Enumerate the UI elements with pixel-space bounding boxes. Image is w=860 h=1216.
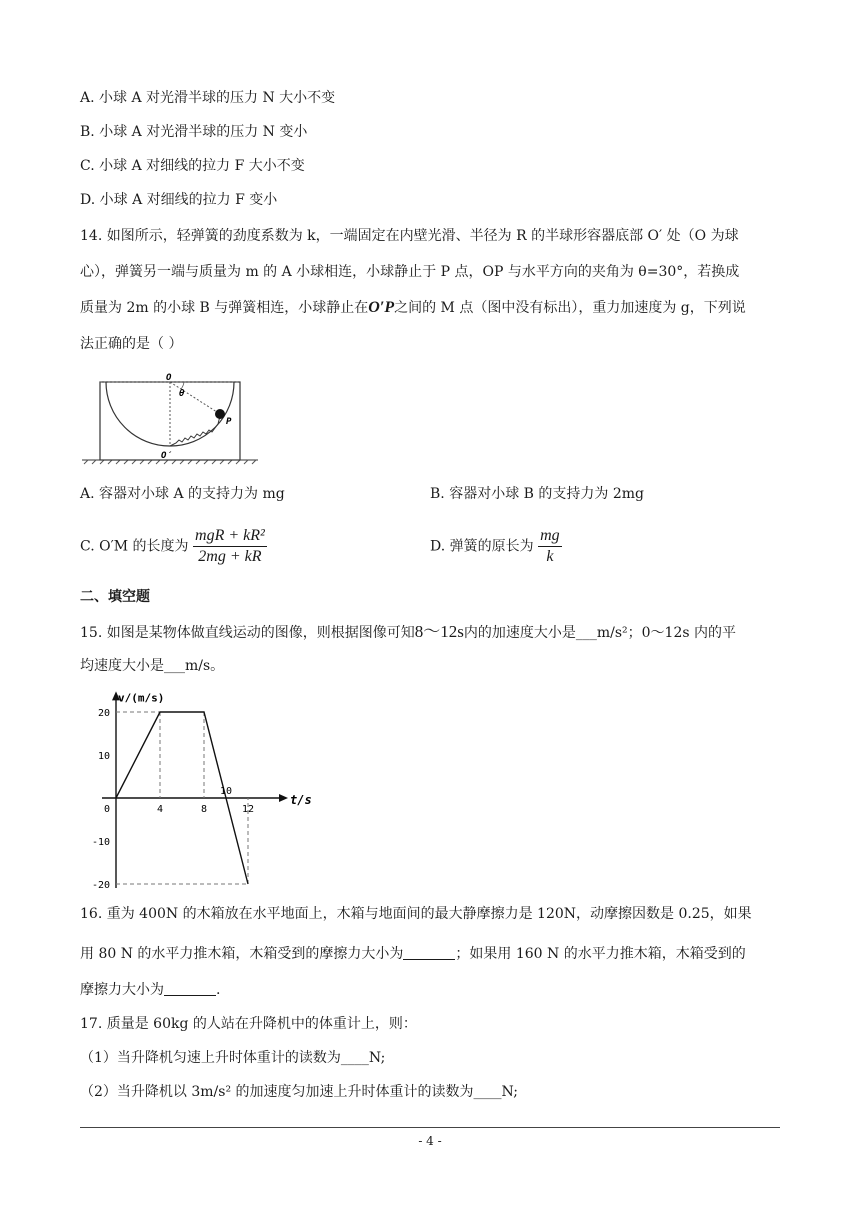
x-tick-label: 8: [200, 804, 208, 815]
y-tick-label: 10: [97, 751, 110, 762]
page-number: - 4 -: [418, 1134, 442, 1148]
q14-line2: 心），弹簧另一端与质量为 m 的 A 小球相连，小球静止于 P 点，OP 与水平方向的夹角为 θ=30°，若换成: [80, 264, 740, 280]
x-tick-label: 4: [156, 804, 164, 815]
v-axis-label: v/(m/s): [118, 691, 165, 705]
ball-p: [215, 409, 225, 419]
q15-line2: 均速度大小是___m/s。: [80, 658, 225, 674]
q14-option-d: [430, 526, 562, 567]
q16-line3-a: 摩擦力大小为: [80, 982, 164, 998]
q14-line1: 14. 如图所示，轻弹簧的劲度系数为 k，一端固定在内壁光滑、半径为 R 的半球形容器底部 O′ 处（O 为球: [80, 228, 739, 244]
fraction-d-numerator: mg: [538, 526, 562, 547]
answer-blank-1[interactable]: [403, 945, 455, 960]
q14-option-c-prefix: C. O′M 的长度为: [80, 538, 189, 555]
q14-option-c: [80, 526, 267, 567]
q16-line1: 16. 重为 400N 的木箱放在水平地面上，木箱与地面间的最大静摩擦力是 120N，动摩擦因数是 0.25，如果: [80, 906, 752, 922]
q13-option-d: D. 小球 A 对细线的拉力 F 变小: [80, 192, 278, 208]
label-p: P: [226, 417, 232, 427]
q13-option-a: A. 小球 A 对光滑半球的压力 N 大小不变: [80, 90, 336, 106]
q15-time-range: 8～12s: [414, 622, 464, 641]
fraction-d-denominator: k: [546, 548, 554, 565]
q15-line1-b: 内的加速度大小是___m/s²；0～12s 内的平: [463, 625, 736, 641]
q15-line1: [80, 622, 736, 643]
fraction-d: [538, 526, 562, 567]
q17-line2: （1）当升降机匀速上升时体重计的读数为____N;: [80, 1050, 386, 1066]
q14-line4: 法正确的是（ ）: [80, 336, 183, 352]
fraction-c: [193, 526, 267, 567]
label-o-prime: O′: [161, 451, 172, 461]
q16-line2-b: ；如果用 160 N 的水平力推木箱，木箱受到的: [455, 946, 746, 962]
q14-option-b: B. 容器对小球 B 的支持力为 2mg: [430, 486, 644, 502]
q14-line3-a: 质量为 2m 的小球 B 与弹簧相连，小球静止在: [80, 300, 369, 316]
q14-line3-b: 之间的 M 点（图中没有标出），重力加速度为 g，下列说: [394, 300, 746, 316]
q16-line3: [80, 980, 220, 1000]
q14-figure: [80, 372, 260, 468]
q13-option-b: B. 小球 A 对光滑半球的压力 N 变小: [80, 124, 308, 140]
t-axis-label: t/s: [290, 793, 312, 807]
q14-op-symbol: O′P: [368, 299, 395, 316]
answer-blank-2[interactable]: [164, 981, 216, 996]
q14-line3: [80, 298, 746, 318]
t-axis-arrow: [279, 794, 288, 802]
q14-option-a: A. 容器对小球 A 的支持力为 mg: [80, 486, 285, 502]
y-tick-label: 20: [97, 708, 110, 719]
x-tick-label: 10: [219, 786, 233, 797]
q16-line3-b: .: [216, 982, 221, 998]
velocity-time-chart: [90, 688, 320, 888]
y-tick-label: -10: [91, 837, 110, 848]
fraction-c-denominator: 2mg + kR: [198, 548, 262, 565]
x-tick-label: 12: [241, 804, 255, 815]
fraction-c-numerator: mgR + kR²: [193, 526, 267, 547]
label-theta: θ: [179, 389, 185, 399]
q17-line3: （2）当升降机以 3m/s² 的加速度匀加速上升时体重计的读数为____N;: [80, 1084, 518, 1100]
q15-line1-a: 15. 如图是某物体做直线运动的图像，则根据图像可知: [80, 625, 415, 641]
q16-line2: [80, 944, 746, 964]
y-tick-label: 0: [103, 804, 110, 815]
q13-option-c: C. 小球 A 对细线的拉力 F 大小不变: [80, 158, 305, 174]
section-heading: 二、填空题: [80, 589, 150, 605]
q17-line1: 17. 质量是 60kg 的人站在升降机中的体重计上，则：: [80, 1016, 417, 1032]
q16-line2-a: 用 80 N 的水平力推木箱，木箱受到的摩擦力大小为: [80, 946, 404, 962]
label-o: O: [166, 373, 172, 383]
y-tick-label: -20: [91, 880, 110, 888]
footer-rule: [80, 1127, 780, 1128]
q14-option-d-prefix: D. 弹簧的原长为: [430, 538, 534, 555]
